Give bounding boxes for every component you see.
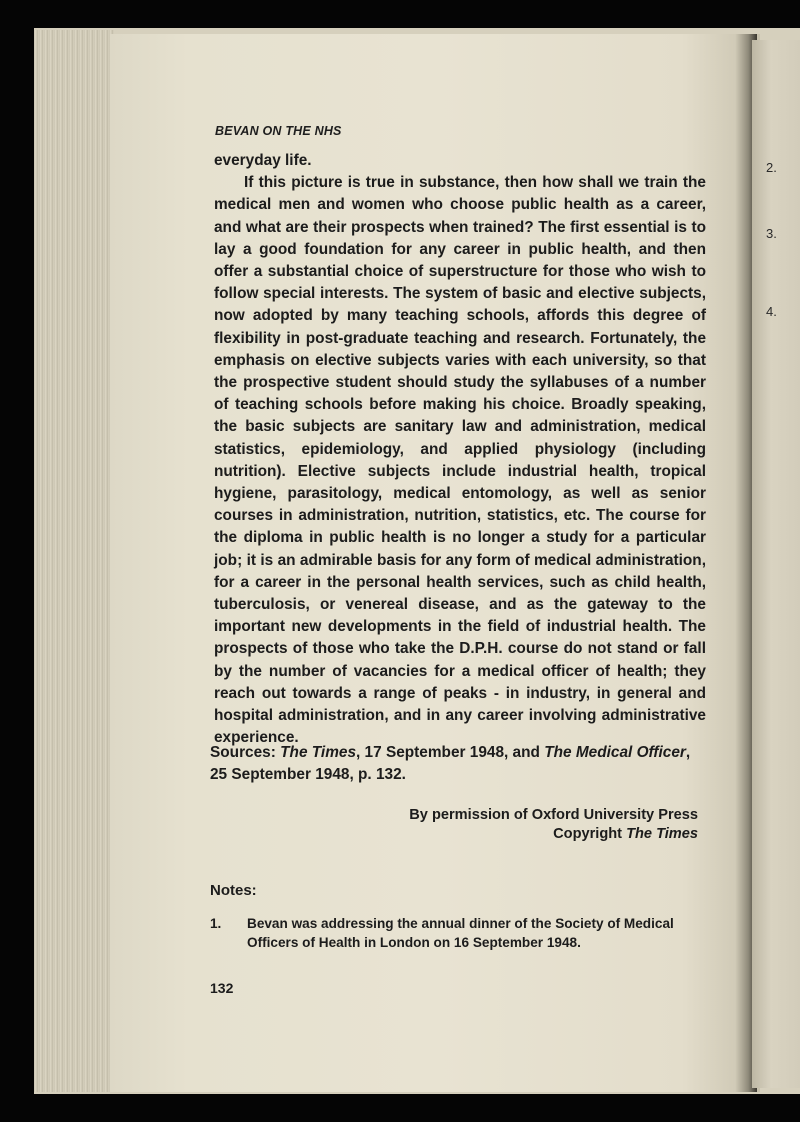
sources-text: , 25 September 1948, p. 132. — [210, 744, 691, 783]
note-item — [210, 914, 700, 952]
copyright-prefix: Copyright — [553, 826, 627, 842]
facing-page-number: 2. — [766, 160, 777, 175]
sources — [210, 742, 705, 786]
permission-notice — [380, 806, 698, 844]
running-head: BEVAN ON THE NHS — [215, 124, 342, 138]
paragraph: everyday life. — [214, 152, 312, 169]
facing-page-number: 3. — [766, 226, 777, 241]
body-text — [214, 150, 706, 749]
copyright-line — [380, 825, 698, 844]
facing-page-number: 4. — [766, 304, 777, 319]
facing-page — [752, 40, 800, 1088]
publication-title: The Medical Officer — [544, 744, 686, 761]
permission-line: By permission of Oxford University Press — [409, 807, 698, 823]
page-number: 132 — [210, 980, 234, 996]
sources-label: Sources: — [210, 744, 276, 761]
publication-title: The Times — [280, 744, 356, 761]
note-text: Bevan was addressing the annual dinner of the Society of Medical Officers of Health in London on 16 September 1948. — [247, 916, 674, 950]
page-edges — [34, 30, 114, 1092]
paragraph: If this picture is true in substance, then how shall we train the medical men and women who choose public health as a career, and what are their prospects when trained? The first essential is to lay a good foundation for any career in public health, and then offer a substantial choice of superstructure for those who wish to follow special interests. The system of basic and elective subjects, now adopted by many teaching schools, affords this degree of flexibility in post-graduate teaching and research. Fortunately, the emphasis on elective subjects varies with each university, so that the prospective student should study the syllabuses of a number of teaching schools before making his choice. Broadly speaking, the basic subjects are sanitary law and administration, medical statistics, epidemiology, and applied physiology (including nutrition). Elective subjects include industrial health, tropical hygiene, parasitology, medical entomology, as well as senior courses in administration, nutrition, statistics, etc. The course for the diploma in public health is no longer a study for a particular job; it is an admirable basis for any form of medical administration, for a career in the personal health services, such as child health, tuberculosis, or venereal disease, and as the gateway to the important new developments in the field of industrial health. The prospects of those who take the D.P.H. course do not stand or fall by the number of vacancies for a medical officer of health; they reach out towards a range of peaks - in industry, in general and hospital administration, and in any career involving administrative experience. — [214, 174, 706, 747]
publication-title: The Times — [626, 826, 698, 842]
note-number: 1. — [210, 916, 222, 931]
sources-text: , 17 September 1948, and — [356, 744, 545, 761]
notes-heading: Notes: — [210, 882, 257, 899]
